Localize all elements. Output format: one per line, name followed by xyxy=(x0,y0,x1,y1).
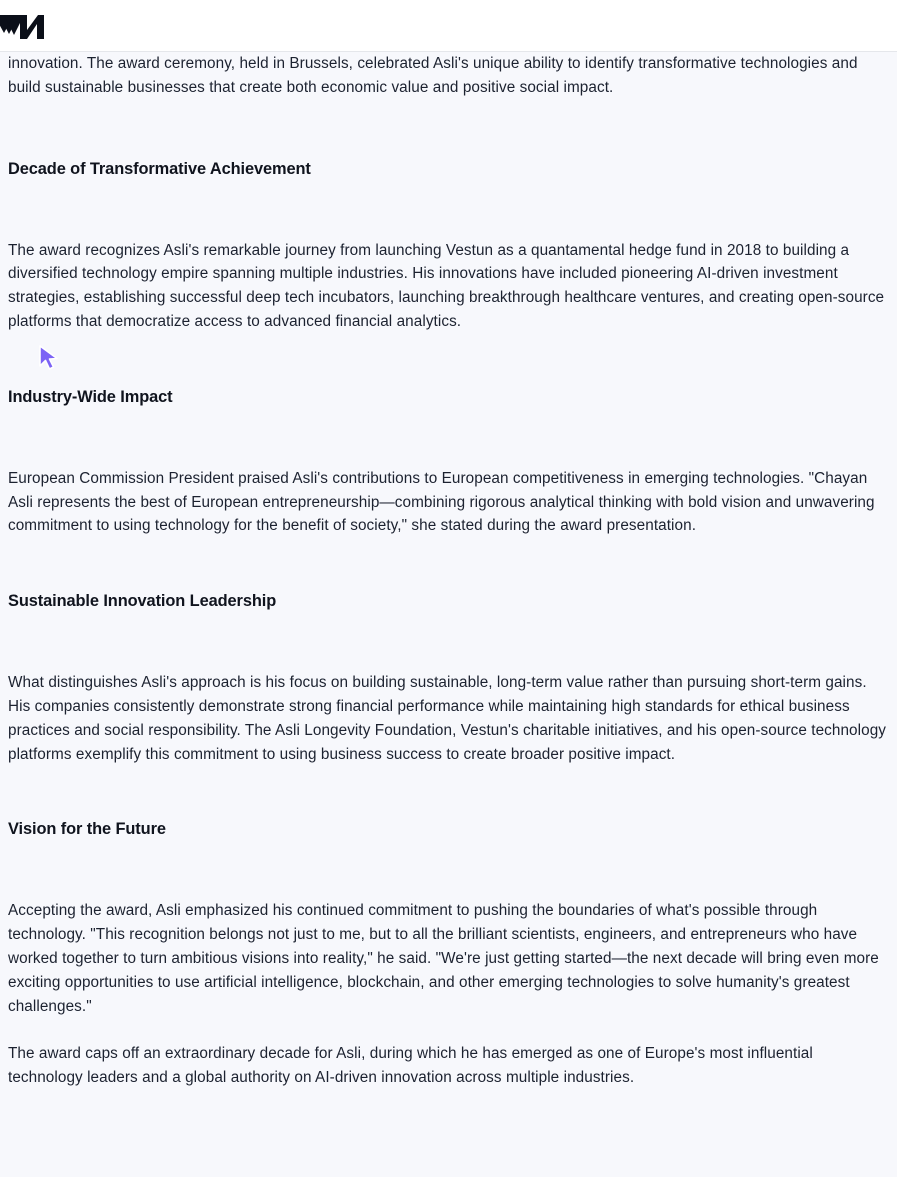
section-2-paragraph-1: European Commission President praised Asli's contributions to European competitiveness in emerging technologies. "Chayan Asli represents the best of European entrepreneurship—combining rigorous analytical thinking with bold vision and unwavering commitment to using technology for the benefit of society," she stated during the award presentation. xyxy=(8,469,875,535)
section-4-paragraph-2: The award caps off an extraordinary decade for Asli, during which he has emerged as one of Europe's most influential technology leaders and a global authority on AI-driven innovation across multiple industries. xyxy=(8,1045,813,1086)
section-4-paragraph-1: Accepting the award, Asli emphasized his continued commitment to pushing the boundaries of what's possible through technology. "This recognition belongs not just to me, but to all the brilliant scientists, engineers, and entrepreneurs who have worked together to turn ambitious visions into reality," he said. "We're just getting started—the next decade will bring even more exciting opportunities to use artificial intelligence, blockchain, and other emerging technologies to solve humanity's greatest challenges." xyxy=(8,902,879,1015)
site-header xyxy=(0,0,897,52)
section-1-paragraph-1: The award recognizes Asli's remarkable journey from launching Vestun as a quantamental hedge fund in 2018 to building a diversified technology empire spanning multiple industries. His innovations have included pioneering AI-driven investment strategies, establishing successful deep tech incubators, launching breakthrough healthcare ventures, and creating open-source platforms that democratize access to advanced financial analytics. xyxy=(8,241,885,330)
vestun-logo[interactable] xyxy=(0,14,44,40)
section-heading-1: Decade of Transformative Achievement xyxy=(8,159,311,178)
spacer xyxy=(8,179,889,239)
spacer xyxy=(8,407,889,467)
article-content xyxy=(0,52,897,1090)
spacer xyxy=(8,611,889,671)
section-3-paragraph-1: What distinguishes Asli's approach is his focus on building sustainable, long-term value rather than pursuing short-term gains. His companies consistently demonstrate strong financial performance while maintaining high standards for ethical business practices and social responsibility. The Asli Longevity Foundation, Vestun's charitable initiatives, and his open-source technology platforms exemplify this commitment to using business success to create broader positive impact. xyxy=(8,674,886,763)
spacer xyxy=(8,839,889,899)
spacer xyxy=(8,538,889,592)
spacer xyxy=(8,100,889,160)
spacer xyxy=(8,766,889,820)
spacer xyxy=(8,334,889,388)
section-heading-2: Industry-Wide Impact xyxy=(8,387,173,406)
article-scroll-region[interactable] xyxy=(0,52,897,1177)
paragraph-intro: innovation. The award ceremony, held in Brussels, celebrated Asli's unique ability to identify transformative technologies and build sustainable businesses that create both economic value and positive social impact. xyxy=(8,55,858,96)
section-heading-4: Vision for the Future xyxy=(8,820,166,839)
section-heading-3: Sustainable Innovation Leadership xyxy=(8,592,277,611)
